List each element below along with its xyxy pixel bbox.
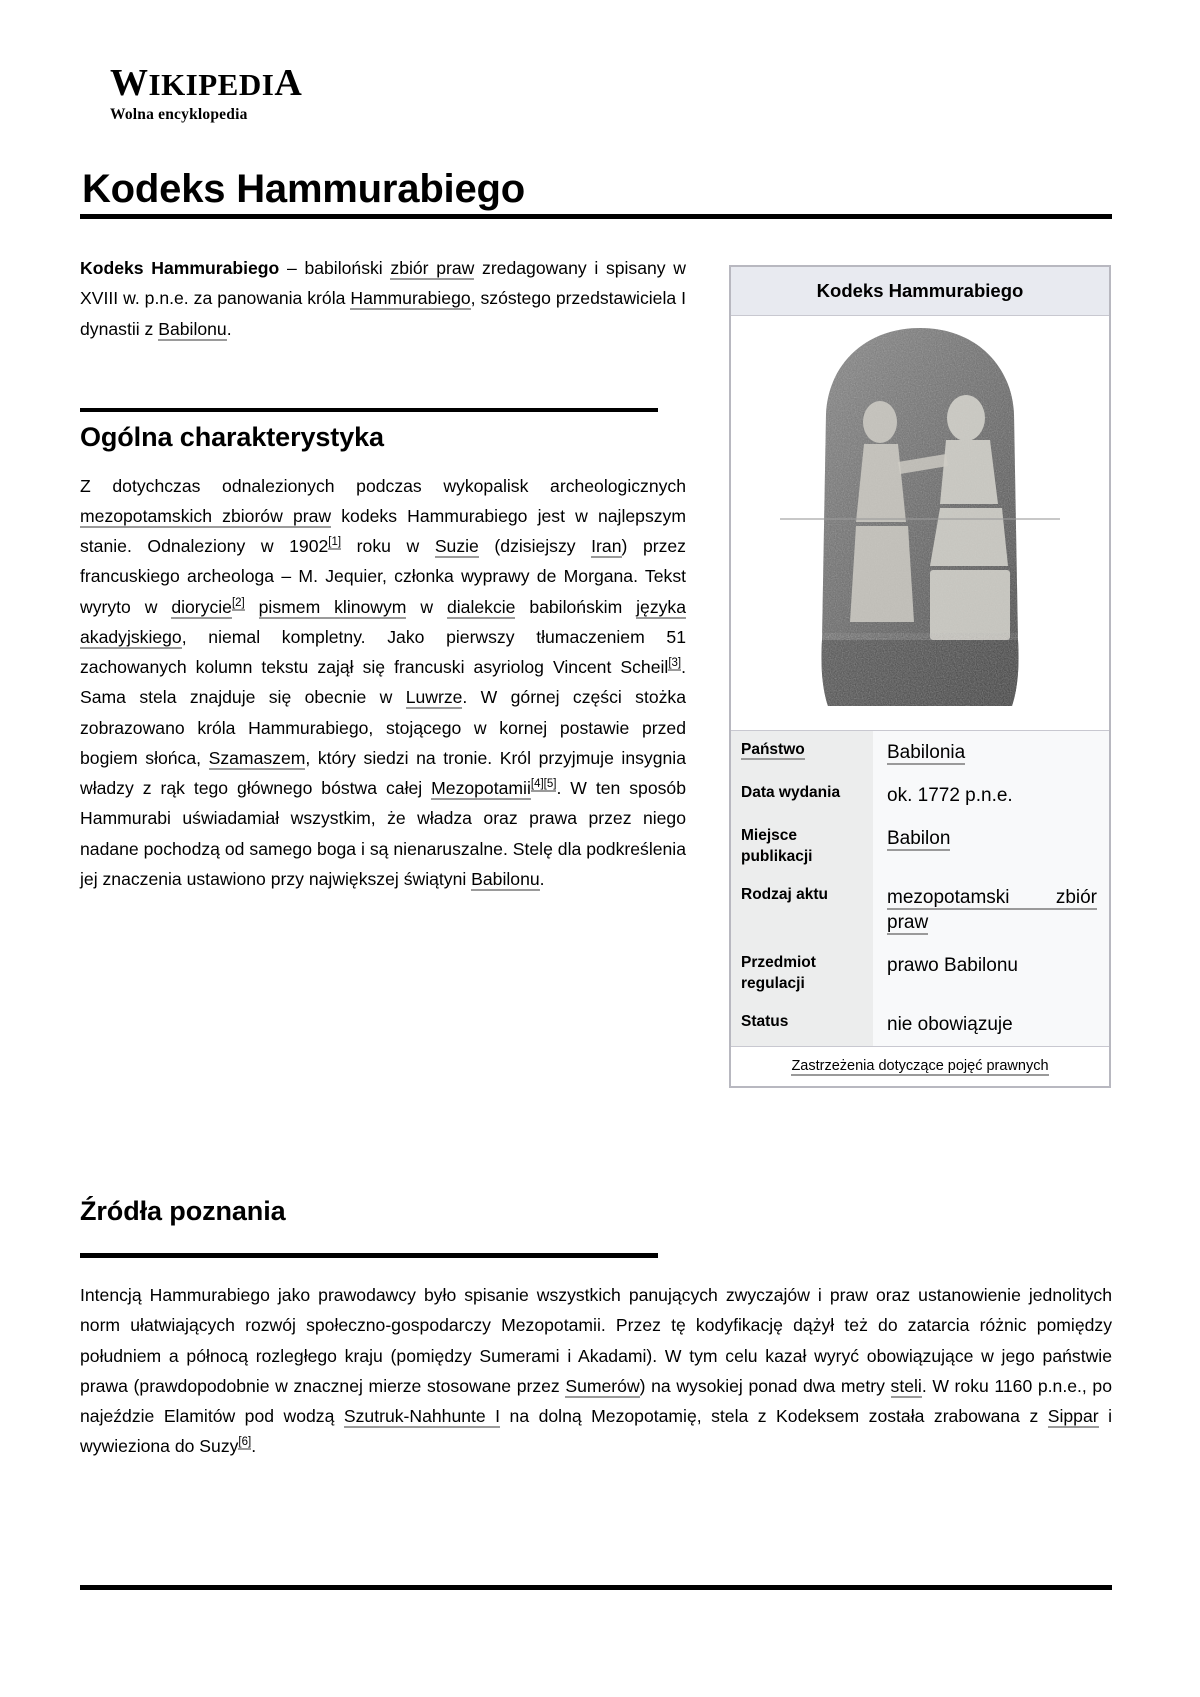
- infobox-value-status: nie obowiązuje: [873, 1003, 1109, 1046]
- s1-text-7: w: [406, 596, 447, 617]
- lead-text-2: zredagowany i spisany w XVIII w. p.n.e. za panowania króla: [80, 258, 686, 309]
- infobox-table: [731, 731, 1109, 1046]
- wikipedia-logo-wordmark: [110, 64, 530, 102]
- section-heading-ogolna-charakterystyka: Ogólna charakterystyka: [80, 421, 384, 452]
- link-mezopotamskich-zbiorow-praw[interactable]: mezopotamskich zbiorów praw: [80, 505, 332, 526]
- link-diorycie[interactable]: diorycie: [171, 596, 232, 617]
- infobox-image-container: [731, 316, 1109, 731]
- wordmark-middle: IKIPEDI: [148, 67, 275, 102]
- link-jezyka-akadyjskiego[interactable]: języka akadyjskiego: [80, 596, 686, 647]
- link-mezopotamii[interactable]: Mezopotamii: [431, 778, 531, 798]
- link-luwrze[interactable]: Luwrze: [405, 687, 463, 708]
- s2-text-3: . W roku 1160 p.n.e., po najeździe Elamitów pod wodzą: [80, 1375, 1112, 1426]
- table-row: [731, 876, 1109, 944]
- s1-text-3: roku w: [341, 536, 435, 556]
- lead-text-1: – babiloński: [279, 258, 391, 278]
- s1-text-4: (dzisiejszy: [478, 536, 592, 556]
- table-row: [731, 944, 1109, 1003]
- table-row: [731, 817, 1109, 876]
- wordmark-final-a: A: [274, 62, 303, 104]
- s2-text-2: ) na wysokiej ponad dwa metry: [639, 1375, 891, 1396]
- wikipedia-tagline: Wolna encyklopedia: [110, 106, 248, 123]
- s1-text-2: kodeks Hammurabiego jest w najlepszym stanie. Odnaleziony w 1902: [80, 505, 686, 556]
- lead-text-4: .: [226, 318, 232, 339]
- infobox-key-przedmiot-regulacji: Przedmiot regulacji: [731, 944, 873, 1003]
- infobox-value-miejsce-publikacji: [873, 817, 1109, 876]
- infobox-key-label[interactable]: Państwo: [741, 741, 805, 758]
- link-babilonu[interactable]: Babilonu: [158, 318, 227, 339]
- lead-paragraph: [80, 253, 686, 344]
- infobox-value-data-wydania: ok. 1772 p.n.e.: [873, 774, 1109, 817]
- reference-marker-3[interactable]: [3]: [668, 657, 682, 670]
- s2-text-6: .: [251, 1436, 257, 1457]
- link-iran[interactable]: Iran: [591, 536, 622, 556]
- section1-paragraph: [80, 471, 686, 895]
- infobox: [729, 265, 1111, 1088]
- table-row: [731, 1003, 1109, 1046]
- infobox-key-miejsce-publikacji: Miejsce publikacji: [731, 817, 873, 876]
- wordmark-initial-w: W: [110, 62, 149, 104]
- infobox-value-link[interactable]: Babilonia: [887, 742, 966, 763]
- infobox-value-panstwo: [873, 731, 1109, 774]
- infobox-value-rodzaj-aktu: [873, 876, 1109, 944]
- article-body-column: [80, 253, 686, 894]
- infobox-value-przedmiot-regulacji: prawo Babilonu: [873, 944, 1109, 1003]
- reference-marker-4[interactable]: [4]: [530, 778, 544, 791]
- s1-text-12: , który siedzi na tronie. Król przyjmuje insygnia władzy z rąk tego głównego bóstwa całej: [80, 747, 686, 798]
- reference-marker-6[interactable]: [6]: [238, 1436, 252, 1449]
- infobox-key-data-wydania: Data wydania: [731, 774, 873, 817]
- reference-marker-2[interactable]: [2]: [231, 596, 245, 609]
- s1-text-6: [245, 597, 259, 617]
- s1-text-13: . W ten sposób Hammurabi uświadamiał wszystkim, że władza oraz prawa przez niego nadane pochodzą od samego boga i są nienaruszalne. Stelę dla podkreślenia jej znaczenia ustawiono przy największej świątyni: [80, 778, 686, 889]
- table-row: [731, 774, 1109, 817]
- reference-marker-1[interactable]: [1]: [328, 536, 342, 549]
- link-pismem-klinowym[interactable]: pismem klinowym: [258, 596, 407, 617]
- page-title: Kodeks Hammurabiego: [82, 166, 525, 211]
- link-sumerow[interactable]: Sumerów: [565, 1375, 640, 1396]
- infobox-value-link[interactable]: Babilon: [887, 828, 951, 850]
- reference-marker-5[interactable]: [5]: [543, 778, 557, 791]
- s2-text-4: na dolną Mezopotamię, stela z Kodeksem została zrabowana z: [500, 1406, 1048, 1426]
- page-bottom-divider: [80, 1585, 1112, 1590]
- s1-text-1: Z dotychczas odnalezionych podczas wykopalisk archeologicznych: [80, 475, 686, 496]
- link-zbior-praw[interactable]: zbiór praw: [390, 258, 475, 278]
- s1-text-8: babilońskim: [515, 596, 637, 617]
- lead-bold-term: Kodeks Hammurabiego: [80, 258, 280, 278]
- wikipedia-masthead: [110, 64, 530, 124]
- title-divider: [80, 214, 1112, 219]
- link-hammurabiego[interactable]: Hammurabiego: [350, 288, 471, 309]
- link-sippar[interactable]: Sippar: [1047, 1406, 1099, 1426]
- link-szamaszem[interactable]: Szamaszem: [208, 747, 306, 768]
- s2-text-5: i wywieziona do Suzy: [80, 1406, 1113, 1457]
- link-szutruk-nahhunte[interactable]: Szutruk-Nahhunte I: [343, 1406, 501, 1426]
- link-steli[interactable]: steli: [890, 1375, 922, 1396]
- infobox-footer: [731, 1046, 1109, 1086]
- legal-disclaimer-link[interactable]: Zastrzeżenia dotyczące pojęć prawnych: [791, 1058, 1049, 1075]
- section-heading-zrodla-poznania: Źródła poznania: [80, 1196, 286, 1226]
- section-divider-zrodla: [80, 1253, 658, 1258]
- infobox-value-link[interactable]: mezopotamski zbiór praw: [887, 887, 1097, 934]
- s2-text-1: Intencją Hammurabiego jako prawodawcy było spisanie wszystkich panujących zwyczajów i praw oraz ustanowienie jednolitych norm ułatwiających rozwój społeczno-gospodarczy Mezopotamii. Przez tę kodyfikację dążył też do zatarcia różnic pomiędzy południem a północą rozległego kraju (pomiędzy Sumerami i Akadami). W tym celu kazał wyryć obowiązujące w jego państwie prawa (prawdopodobnie w znacznej mierze stosowane przez: [80, 1285, 1112, 1396]
- s1-text-11: . W górnej części stożka zobrazowano króla Hammurabiego, stojącego w kornej postawie przed bogiem słońca,: [80, 687, 686, 768]
- s1-text-10: . Sama stela znajduje się obecnie w: [80, 657, 686, 708]
- stele-image: [780, 322, 1060, 722]
- section-zrodla-poznania: [80, 1196, 1112, 1462]
- link-babilonu-2[interactable]: Babilonu: [471, 868, 540, 889]
- link-dialekcie[interactable]: dialekcie: [446, 596, 516, 617]
- infobox-title: Kodeks Hammurabiego: [731, 267, 1109, 316]
- infobox-key-rodzaj-aktu: Rodzaj aktu: [731, 876, 873, 944]
- link-suzie[interactable]: Suzie: [434, 536, 479, 556]
- infobox-key-panstwo: [731, 731, 873, 774]
- infobox-key-status: Status: [731, 1003, 873, 1046]
- section-divider-ogolna: [80, 408, 658, 412]
- section2-paragraph: [80, 1280, 1112, 1462]
- s1-text-5: ) przez francuskiego archeologa – M. Jequier, członka wyprawy de Morgana. Tekst wyryto w: [80, 536, 686, 617]
- s1-text-9: , niemal kompletny. Jako pierwszy tłumaczeniem 51 zachowanych kolumn tekstu zajął się francuski asyriolog Vincent Scheil: [80, 626, 686, 677]
- table-row: [731, 731, 1109, 774]
- lead-text-3: , szóstego przedstawiciela I dynastii z: [80, 288, 686, 339]
- s1-text-14: .: [539, 868, 545, 889]
